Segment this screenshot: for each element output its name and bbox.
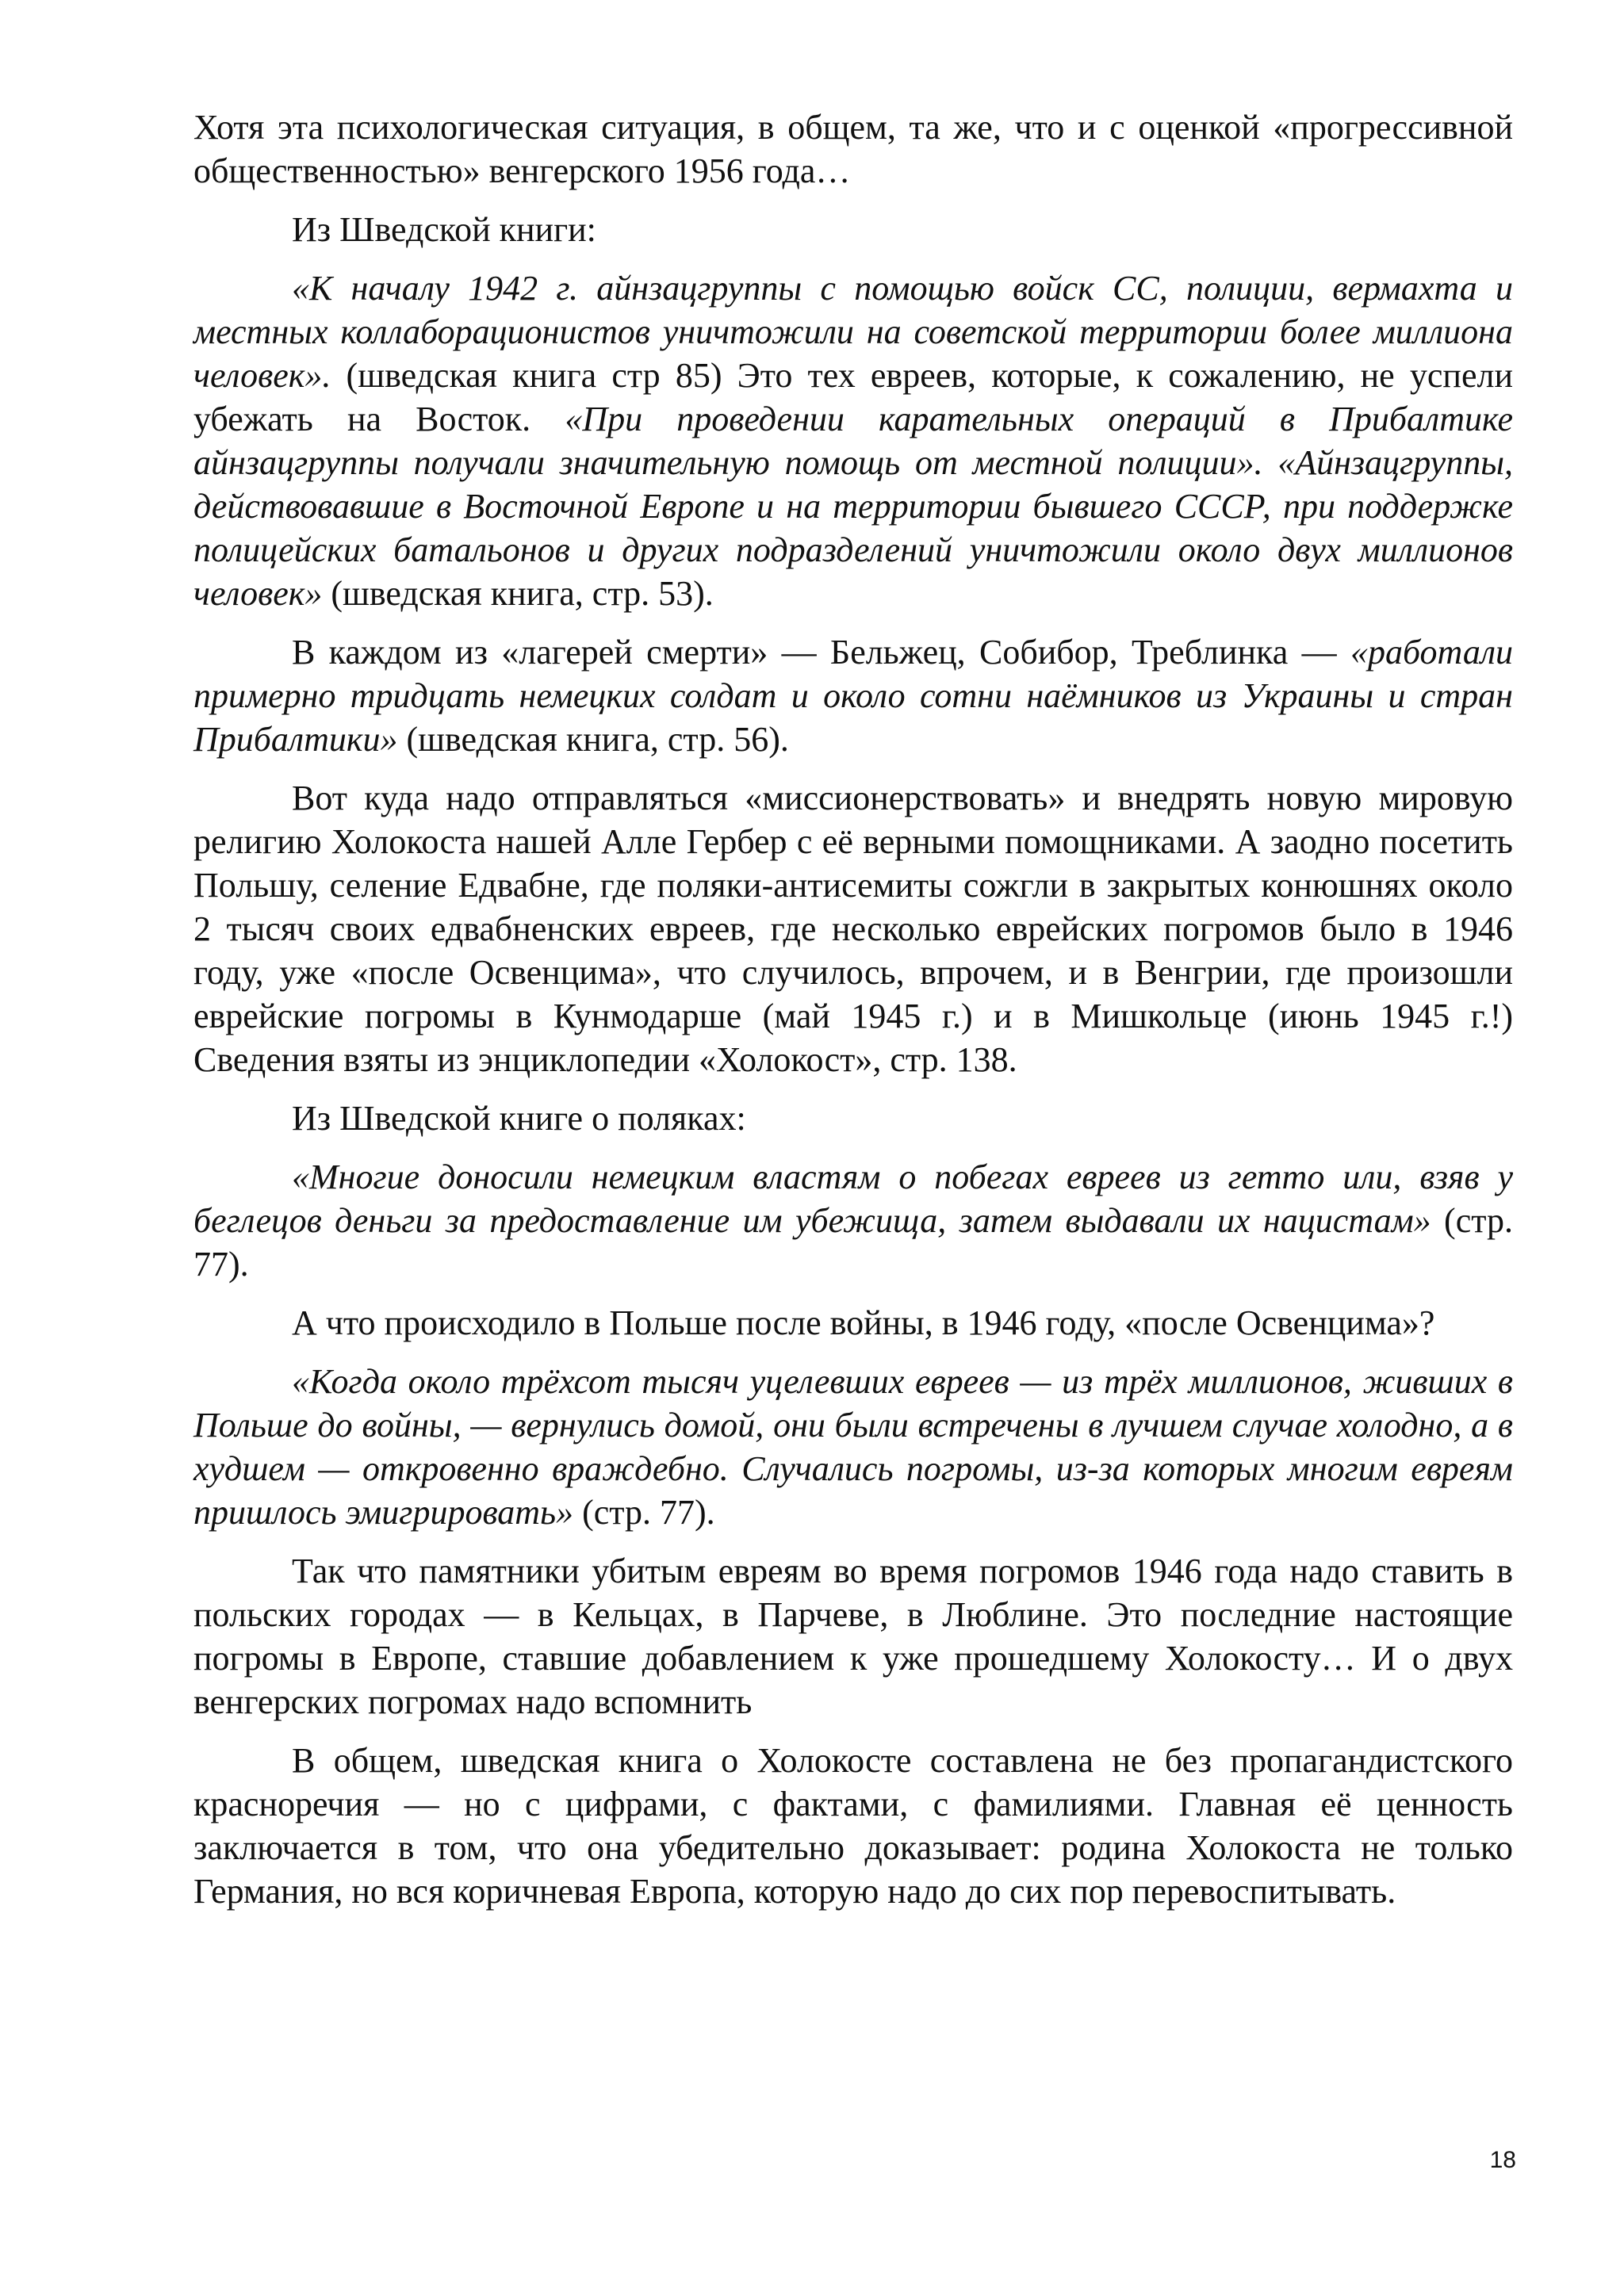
paragraph [193,1549,1513,1724]
quoted-text: «работали примерно тридцать немецких солдат и около сотни наёмников из Украины и стран Прибалтики» [193,633,1513,759]
quoted-text: «Когда около трёхсот тысяч уцелевших евреев — из трёх миллионов, живших в Польше до войны, — вернулись домой, они были встречены в лучшем случае холодно, а в худшем — откровенно враждебно. Случались погромы, из-за которых многим евреям пришлось эмигрировать» [193,1362,1513,1532]
text-run: (шведская книга стр 85) Это тех евреев, которые, к сожалению, не успели убежать на Восток. [193,356,1513,438]
body-text [193,105,1513,1928]
text-run: А что происходило в Польше после войны, в 1946 году, «после Освенцима»? [292,1303,1435,1342]
quoted-text: «Многие доносили немецким властям о побегах евреев из гетто или, взяв у беглецов деньги за предоставление им убежища, затем выдавали их нацистам» [193,1158,1513,1240]
text-run: В общем, шведская книга о Холокосте составлена не без пропагандистского красноречия — но с цифрами, с фактами, с фамилиями. Главная её ценность заключается в том, что она убедительно доказывает: родина Холокоста не только Германия, но вся коричневая Европа, которую надо до сих пор перевоспитывать. [193,1741,1513,1911]
text-run: (стр. 77). [573,1493,715,1532]
paragraph [193,1360,1513,1534]
paragraph [193,1301,1513,1345]
text-run: Из Шведской книге о поляках: [292,1099,746,1138]
paragraph [193,105,1513,193]
text-run: Из Шведской книги: [292,210,596,249]
text-run: (шведская книга, стр. 56). [397,720,789,759]
quoted-text: «При проведении карательных операций в Прибалтике айнзацгруппы получали значительную помощь от местной полиции». «Айнзацгруппы, действовавшие в Восточной Европе и на территории бывшего СССР, при поддержке полицейских батальонов и других подразделений уничтожили около двух миллионов человек» [193,400,1513,613]
paragraph [193,1739,1513,1913]
paragraph [193,776,1513,1081]
paragraph [193,630,1513,761]
paragraph [193,266,1513,615]
page-number: 18 [1489,2147,1516,2173]
paragraph [193,208,1513,251]
text-run: Так что памятники убитым евреям во время погромов 1946 года надо ставить в польских городах — в Кельцах, в Парчеве, в Люблине. Это последние настоящие погромы в Европе, ставшие добавлением к уже прошедшему Холокосту… И о двух венгерских погромах надо вспомнить [193,1552,1513,1721]
text-run: Хотя эта психологическая ситуация, в общем, та же, что и с оценкой «прогрессивной общественностью» венгерского 1956 года… [193,108,1513,190]
text-run: В каждом из «лагерей смерти» — Бельжец, Собибор, Треблинка — [292,633,1350,672]
text-run: (стр. 77). [193,1201,1513,1284]
paragraph [193,1155,1513,1286]
paragraph [193,1096,1513,1140]
text-run: (шведская книга, стр. 53). [322,574,714,613]
text-run: Вот куда надо отправляться «миссионерствовать» и внедрять новую мировую религию Холокоста нашей Алле Гербер с её верными помощниками. А заодно посетить Польшу, селение Едвабне, где поляки-антисемиты сожгли в закрытых конюшнях около 2 тысяч своих едвабненских евреев, где несколько еврейских погромов было в 1946 году, уже «после Освенцима», что случилось, впрочем, и в Венгрии, где произошли еврейские погромы в Кунмодарше (май 1945 г.) и в Мишкольце (июнь 1945 г.!) Сведения взяты из энциклопедии «Холокост», стр. 138. [193,779,1513,1079]
quoted-text: «К началу 1942 г. айнзацгруппы с помощью войск СС, полиции, вермахта и местных коллаборационистов уничтожили на советской территории более миллиона человек». [193,269,1513,395]
